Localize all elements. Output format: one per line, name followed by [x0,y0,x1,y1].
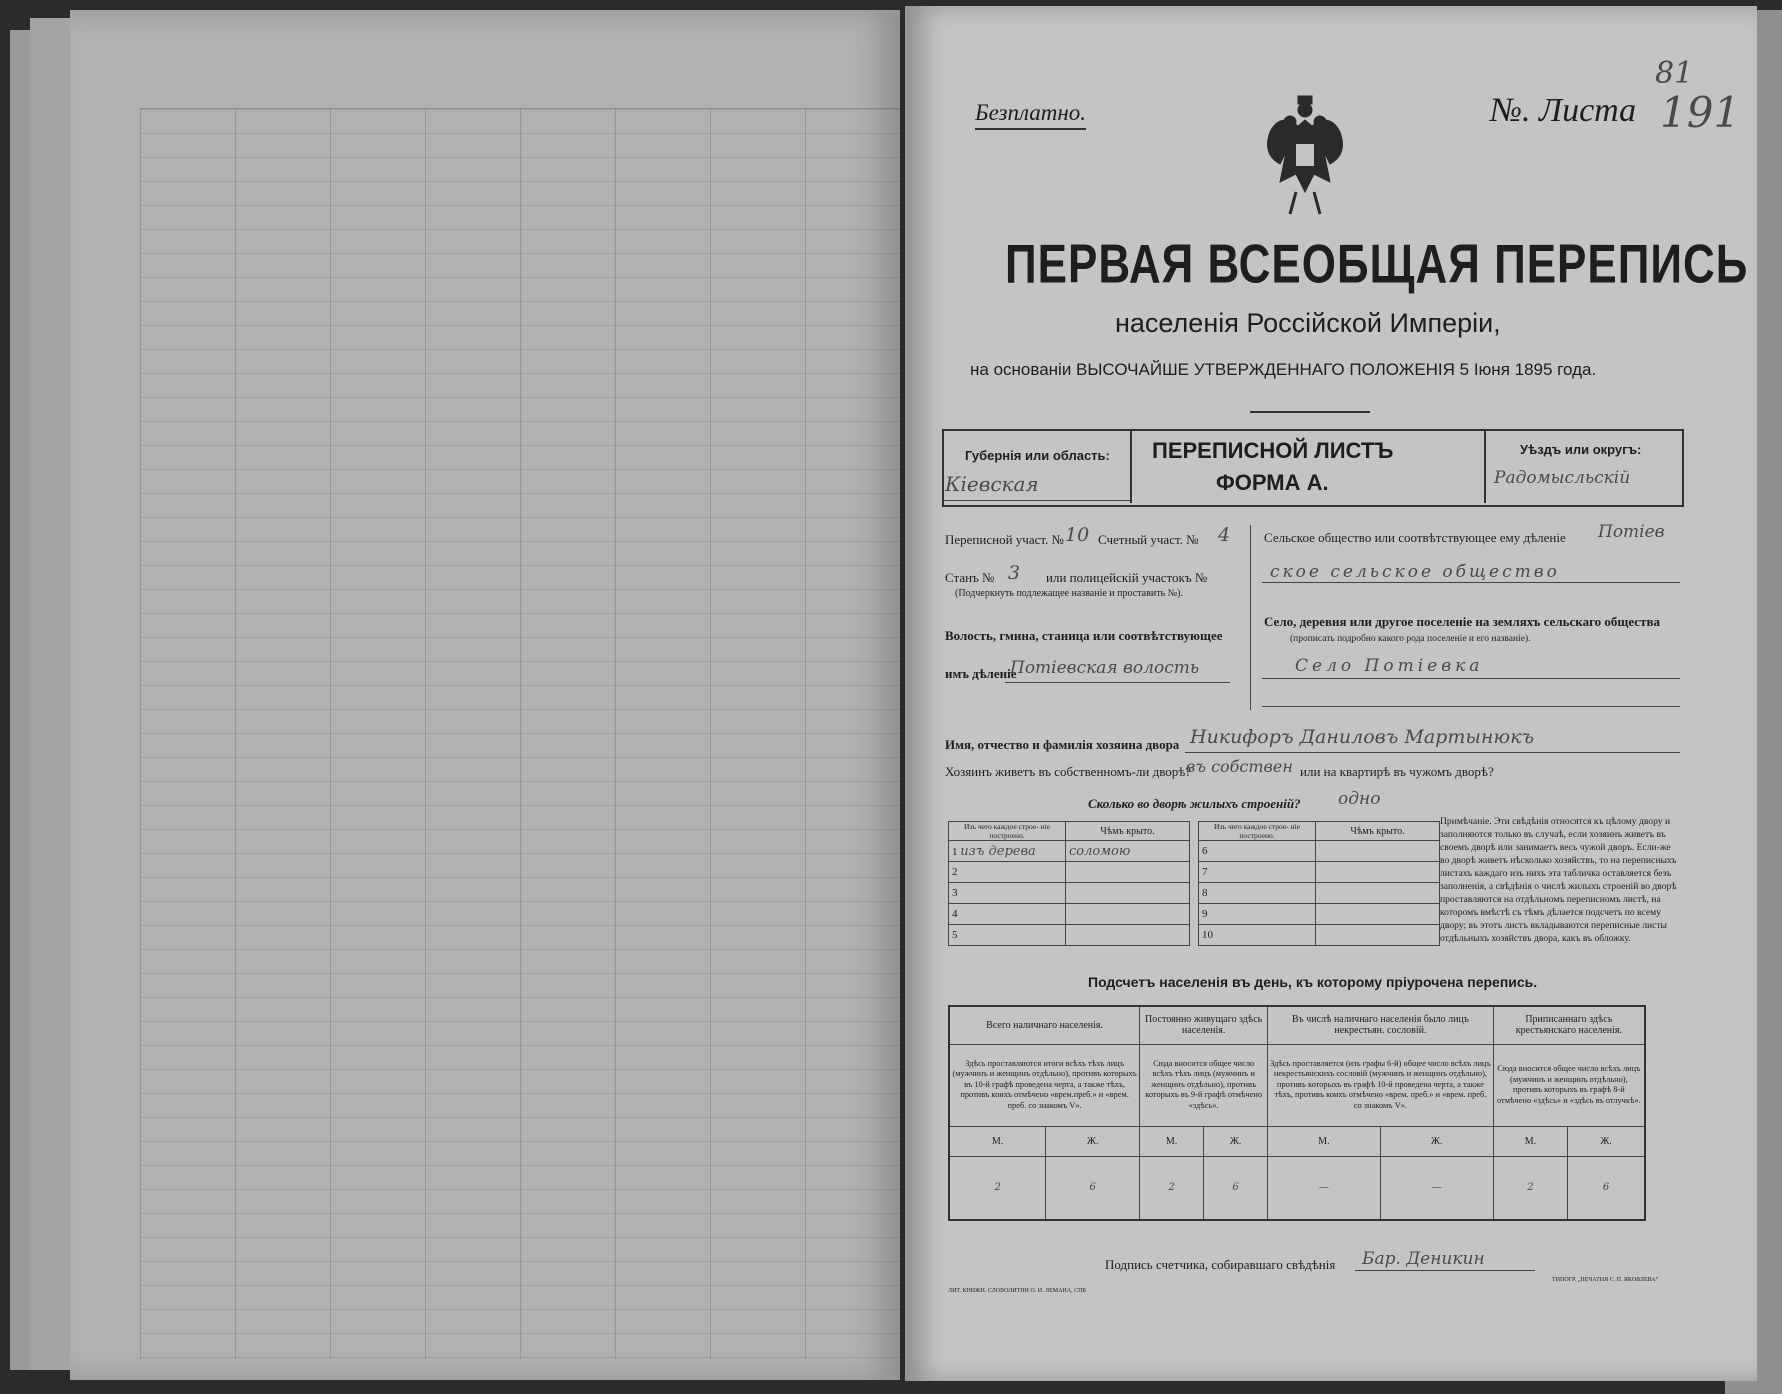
census-section-label: Переписной участ. № [945,532,1064,547]
row-number: 1 [952,845,958,858]
volost-value: Потіевская волость [1010,658,1200,678]
row-number: 4 [949,904,1066,925]
district-label: Уѣздъ или округъ: [1520,442,1642,457]
table-row [949,862,1190,883]
field-underline [1005,682,1230,683]
volost-label-2: имъ дѣленіе [945,666,1017,681]
male-label: М. [949,1126,1046,1156]
population-table [948,1005,1646,1221]
row-number: 8 [1199,883,1316,904]
stan-label: Станъ № [945,570,995,585]
male-count: 2 [1493,1156,1567,1220]
pop-col-desc: Здѣсь проставляется (изъ графы 6-й) общее число всѣхъ лицъ некрестьянскихъ сословій (мужчинъ и женщинъ отдѣльно), противъ которыхъ въ графѣ 10-й проведена черта, а также тѣхъ, противъ коихъ отмѣчено «врем. преб.» и «врем. преб. со знакомъ V». [1268,1044,1494,1126]
buildings-table-right [1198,821,1440,946]
pop-col-header: Всего наличнаго населенія. [949,1006,1140,1044]
row-number: 5 [949,925,1066,946]
form-main-title: ПЕРВАЯ ВСЕОБЩАЯ ПЕРЕПИСЬ [1005,233,1749,295]
table-row [949,925,1190,946]
material-cell: изъ дерева [960,843,1036,859]
male-label: М. [1268,1126,1381,1156]
roof-cell [1316,925,1440,946]
female-label: Ж. [1568,1126,1645,1156]
decorative-divider [1250,411,1370,413]
roof-cell: соломою [1066,841,1190,862]
form-subtitle: населенія Россійской Имперіи, [1115,308,1501,338]
field-underline [1355,1270,1535,1271]
field-underline [1262,678,1680,679]
female-count: — [1380,1156,1493,1220]
female-count: 6 [1204,1156,1268,1220]
left-page-faint-grid [140,108,900,1359]
male-count: — [1268,1156,1381,1220]
form-basis-line: на основаніи ВЫСОЧАЙШЕ УТВЕРЖДЕННАГО ПОЛОЖЕНІЯ 5 Іюня 1895 года. [970,360,1597,379]
female-label: Ж. [1046,1126,1140,1156]
pop-col-desc: Сюда вносится общее число всѣхъ лицъ (мужчинъ и женщинъ отдѣльно), противъ которыхъ въ графѣ 8-й отмѣчено «здѣсь» и «здѣсь въ отлучкѣ». [1493,1044,1645,1126]
free-label: Безплатно. [975,100,1086,130]
field-underline [1262,706,1680,707]
pop-col-header: Постоянно живущаго здѣсь населенія. [1140,1006,1268,1044]
roof-cell [1066,925,1190,946]
male-label: М. [1493,1126,1567,1156]
signature-label: Подпись счетчика, собиравшаго свѣдѣнія [1105,1257,1336,1272]
row-number: 10 [1199,925,1316,946]
society-value-2: ское сельское общество [1270,562,1560,582]
col-header-material: Изъ чего каждое строе- ніе построено. [1199,822,1316,841]
table-row [1199,862,1440,883]
village-value: Село Потіевка [1295,656,1484,676]
roof-cell [1066,904,1190,925]
roof-cell [1066,883,1190,904]
printer-mark-right: ТИПОГР. „ПЕЧАТНЯ С. П. ЯКОВЛЕВА“ [1552,1277,1659,1283]
buildings-value: одно [1338,789,1381,809]
male-count: 2 [949,1156,1046,1220]
form-title-line2: ФОРМА А. [1216,470,1329,495]
police-label: или полицейскій участокъ № [1046,570,1208,585]
buildings-label: Сколько во дворѣ жилыхъ строеній? [1088,796,1301,811]
village-label: Село, деревня или другое поселеніе на земляхъ сельскаго общества [1264,614,1660,629]
row-number: 2 [949,862,1066,883]
province-value: Кіевская [945,472,1039,496]
table-row [1199,904,1440,925]
roof-cell [1316,862,1440,883]
form-title-line1: ПЕРЕПИСНОЙ ЛИСТЪ [1152,438,1394,463]
col-header-roof: Чѣмъ крыто. [1316,822,1440,841]
volost-label-1: Волость, гмина, станица или соотвѣтствующее [945,628,1223,643]
male-label: М. [1140,1126,1204,1156]
society-label: Сельское общество или соотвѣтствующее ему дѣленіе [1264,530,1566,545]
header-separator [1130,429,1132,503]
owner-value: Никифоръ Даниловъ Мартынюкъ [1190,726,1535,748]
census-section-value: 10 [1065,524,1090,546]
female-label: Ж. [1204,1126,1268,1156]
pop-col-desc: Сюда вносится общее число всѣхъ тѣхъ лицъ (мужчинъ и женщинъ отдѣльно), противъ которыхъ въ 9-й графѣ отмѣчено «здѣсь». [1140,1044,1268,1126]
rent-label: или на квартирѣ въ чужомъ дворѣ? [1300,764,1494,779]
owner-label: Имя, отчество и фамилія хозяина двора [945,737,1180,752]
roof-cell [1316,841,1440,862]
female-label: Ж. [1380,1126,1493,1156]
table-row [1199,925,1440,946]
header-separator [1484,429,1486,503]
field-underline [1185,752,1680,753]
own-yard-label: Хозяинъ живетъ въ собственномъ-ли дворѣ? [945,764,1192,779]
field-underline [1262,582,1680,583]
coat-of-arms-icon [1250,92,1360,222]
district-value: Радомысльскій [1494,468,1631,488]
col-header-roof: Чѣмъ крыто. [1066,822,1190,841]
society-value-1: Потіев [1598,522,1665,542]
table-row [949,904,1190,925]
table-row [949,841,1190,862]
stan-value: 3 [1008,562,1021,584]
row-number: 9 [1199,904,1316,925]
table-row [949,883,1190,904]
signature-value: Бар. Деникин [1362,1249,1485,1269]
sheet-number-alt: 81 [1655,56,1694,91]
roof-cell [1316,883,1440,904]
sheet-number-label: №. Листа [1490,92,1637,129]
own-yard-value: въ собствен [1186,757,1293,776]
row-number: 7 [1199,862,1316,883]
province-label: Губернія или область: [965,448,1110,463]
pop-col-header: Приписаннаго здѣсь крестьянскаго населенія. [1493,1006,1645,1044]
female-count: 6 [1046,1156,1140,1220]
table-row [1199,841,1440,862]
male-count: 2 [1140,1156,1204,1220]
note-text: Примѣчаніе. Эти свѣдѣнія относятся къ цѣлому двору и заполняются только въ случаѣ, если хозяинъ живетъ въ своемъ дворѣ или занимаетъ весь чужой дворъ. Если-же во дворѣ живетъ нѣсколько хозяйствъ, то на переписныхъ листахъ каждаго изъ нихъ эта табличка оставляется безъ заполненія, а свѣдѣнія о числѣ жилыхъ строеній во дворѣ проставляются на отдѣльномъ переписномъ листѣ, на которомъ вмѣстѣ съ тѣмъ дѣлается подсчетъ по всему двору; въ этотъ листъ вкладываются переписные листы отдѣльныхъ хозяйствъ двора, какъ въ обложку. [1440,816,1677,944]
row-number: 6 [1199,841,1316,862]
underline-note: (Подчеркнуть подлежащее названіе и проставить №). [955,588,1183,599]
printer-mark-left: ЛИТ. КНИЖН. СЛОВОЛИТНИ О. И. ЛЕМАНА, СПБ [948,1288,1086,1294]
roof-cell [1066,862,1190,883]
counting-section-value: 4 [1218,524,1231,546]
counting-section-label: Счетный участ. № [1098,532,1199,547]
table-row [1199,883,1440,904]
roof-cell [1316,904,1440,925]
buildings-table-left [948,821,1190,946]
population-title: Подсчетъ населенія въ день, къ которому пріурочена перепись. [1088,974,1538,990]
field-separator [1250,525,1251,710]
pop-col-desc: Здѣсь проставляются итоги всѣхъ тѣхъ лицъ (мужчинъ и женщинъ отдѣльно), противъ которыхъ въ 10-й графѣ проведена черта, а также тѣхъ, противъ коихъ отмѣчено «врем.преб.» и «врем. преб. со знакомъ V». [949,1044,1140,1126]
pop-col-header: Въ числѣ наличнаго населенія было лицъ некрестьян. сословій. [1268,1006,1494,1044]
col-header-material: Изъ чего каждое строе- ніе построено. [949,822,1066,841]
sheet-number-value: 191 [1660,88,1741,137]
village-note: (прописать подробно какого рода поселеніе и его названіе). [1290,634,1531,644]
field-underline [942,500,1130,501]
row-number: 3 [949,883,1066,904]
female-count: 6 [1568,1156,1645,1220]
